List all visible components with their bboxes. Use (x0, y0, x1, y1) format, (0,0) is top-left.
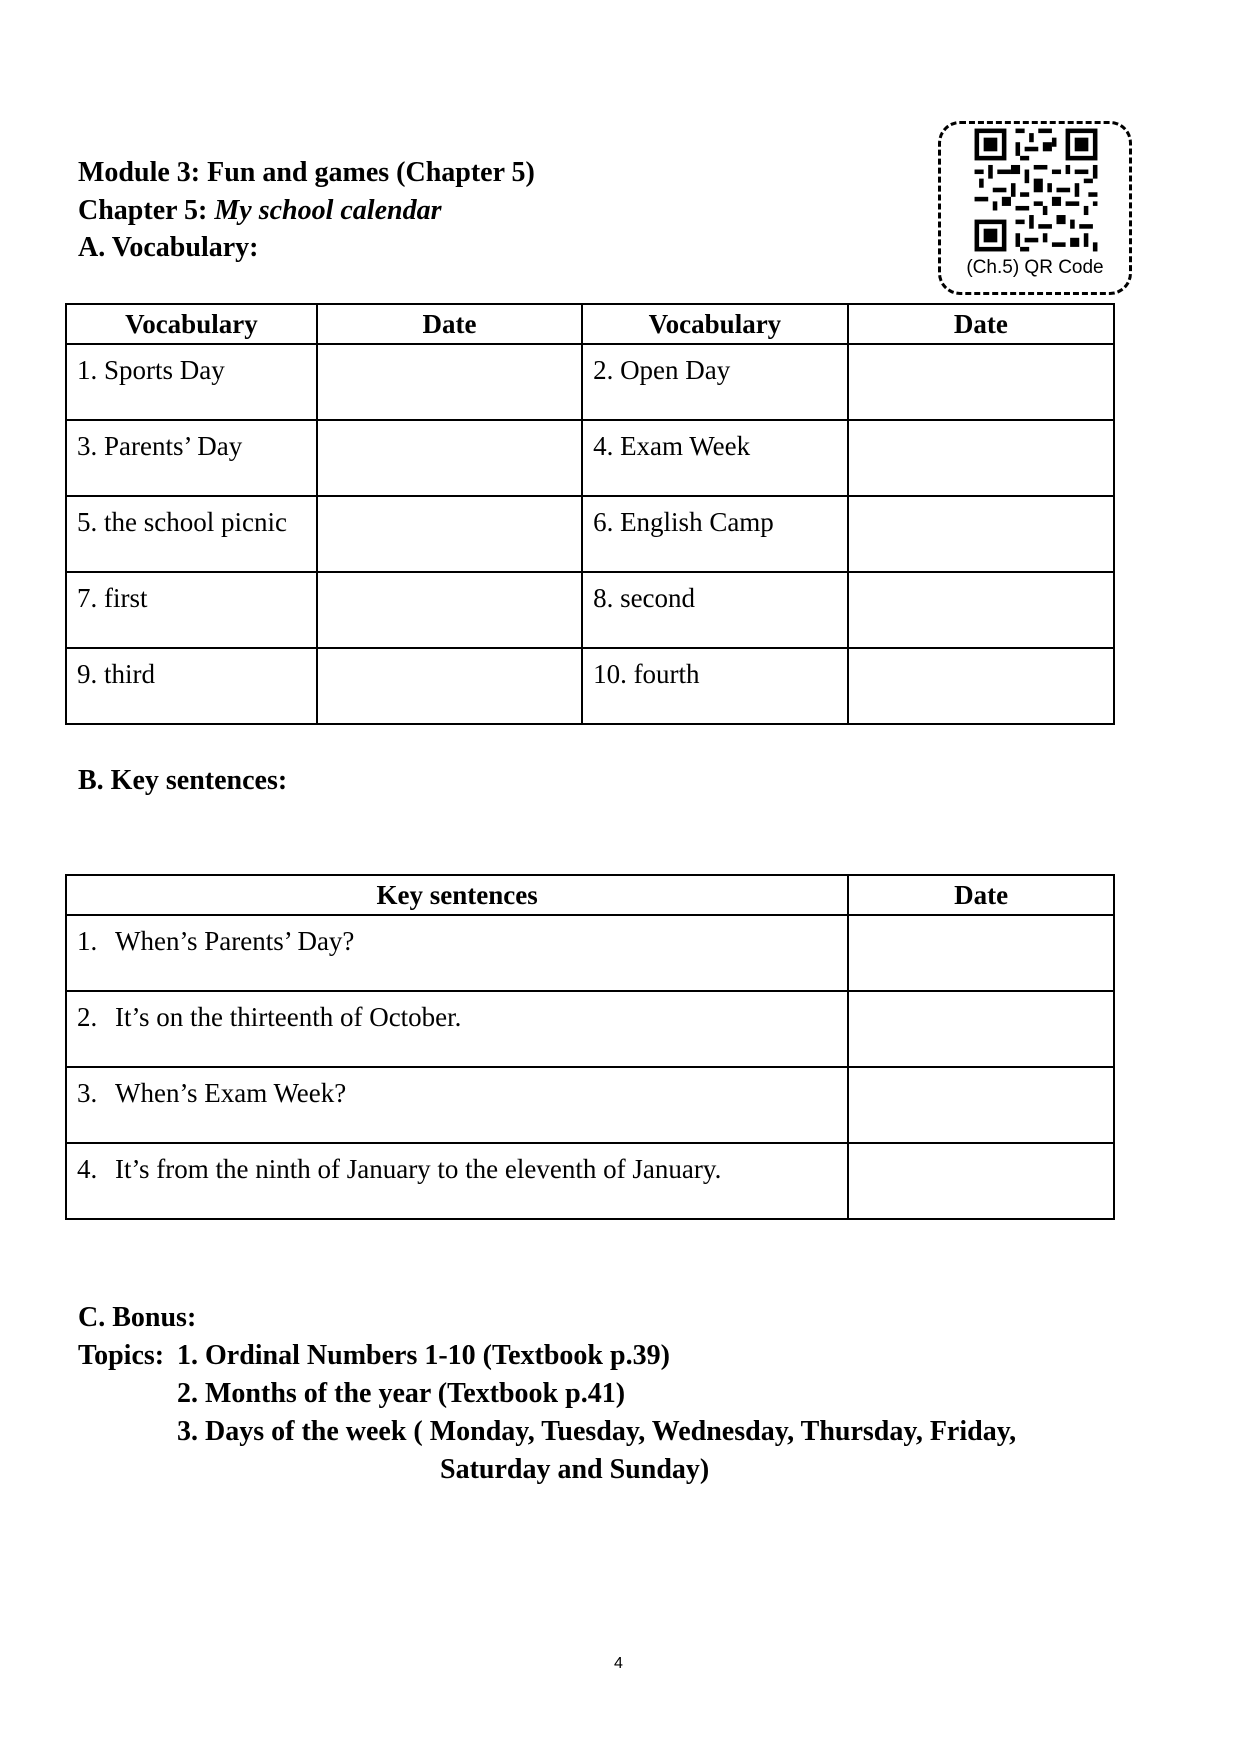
bonus-topic-3: 3. Days of the week ( Monday, Tuesday, Wednesday, Thursday, Friday, (177, 1416, 1017, 1447)
date-cell (317, 420, 582, 496)
chapter-title (78, 192, 441, 230)
sentence-cell (66, 1143, 848, 1219)
vocab-cell (66, 496, 317, 572)
sentence-text: It’s from the ninth of January to the eleventh of January. (115, 1154, 722, 1184)
table-row (66, 496, 1114, 572)
vocab-word: 3. Parents’ Day (77, 431, 243, 461)
sentence-text: When’s Parents’ Day? (115, 926, 355, 956)
bonus-topic-1: 1. Ordinal Numbers 1-10 (Textbook p.39) (177, 1340, 670, 1371)
vocab-word: 8. second (593, 583, 696, 613)
sentence-text: It’s on the thirteenth of October. (115, 1002, 462, 1032)
date-cell (317, 648, 582, 724)
vocabulary-table (65, 303, 1115, 725)
sentence-cell (66, 991, 848, 1067)
vocab-cell (582, 420, 848, 496)
date-value (318, 649, 581, 659)
date-cell (848, 496, 1114, 572)
module-title: Module 3: Fun and games (Chapter 5) (78, 157, 535, 188)
page-number: 4 (614, 1655, 623, 1672)
vocab-word: 6. English Camp (593, 507, 774, 537)
column-header: Date (317, 304, 582, 344)
chapter-name: My school calendar (214, 195, 442, 226)
qr-code-icon (970, 124, 1102, 256)
date-value (849, 649, 1113, 659)
date-cell (848, 344, 1114, 420)
sentence-number: 3. (77, 1078, 98, 1108)
date-cell (317, 496, 582, 572)
vocab-cell (582, 496, 848, 572)
sentence-number: 4. (77, 1154, 98, 1184)
vocab-cell (66, 344, 317, 420)
vocab-word: 1. Sports Day (77, 355, 225, 385)
vocab-cell (582, 344, 848, 420)
date-value (318, 497, 581, 507)
sentence-text: When’s Exam Week? (115, 1078, 347, 1108)
bonus-topic-3-continuation: Saturday and Sunday) (440, 1454, 710, 1485)
date-value (318, 573, 581, 583)
date-value (849, 421, 1113, 431)
table-row (66, 1143, 1114, 1219)
table-header-row (66, 304, 1114, 344)
vocab-word: 5. the school picnic (77, 507, 287, 537)
column-header: Date (848, 875, 1114, 915)
vocab-cell (582, 572, 848, 648)
table-row (66, 344, 1114, 420)
topics-label: Topics: (78, 1340, 165, 1371)
date-cell (848, 991, 1114, 1067)
vocab-cell (66, 572, 317, 648)
table-row (66, 420, 1114, 496)
vocab-word: 10. fourth (593, 659, 700, 689)
table-row (66, 1067, 1114, 1143)
column-header: Date (848, 304, 1114, 344)
date-cell (848, 648, 1114, 724)
section-b-title: B. Key sentences: (78, 765, 288, 796)
date-cell (848, 572, 1114, 648)
vocab-word: 4. Exam Week (593, 431, 751, 461)
vocab-word: 7. first (77, 583, 148, 613)
vocab-cell (66, 420, 317, 496)
column-header: Vocabulary (66, 304, 317, 344)
table-row (66, 648, 1114, 724)
vocab-cell (582, 648, 848, 724)
column-header: Key sentences (66, 875, 848, 915)
section-c-title: C. Bonus: (78, 1302, 197, 1333)
date-value (849, 497, 1113, 507)
date-cell (848, 420, 1114, 496)
table-header-row (66, 875, 1114, 915)
qr-code-label: (Ch.5) QR Code (966, 257, 1104, 278)
bonus-topic-2: 2. Months of the year (Textbook p.41) (177, 1378, 626, 1409)
date-value (849, 345, 1113, 355)
table-row (66, 915, 1114, 991)
table-row (66, 572, 1114, 648)
date-cell (317, 344, 582, 420)
date-value (318, 345, 581, 355)
vocab-word: 9. third (77, 659, 155, 689)
qr-code-box (938, 121, 1132, 295)
date-cell (848, 1143, 1114, 1219)
sentence-cell (66, 1067, 848, 1143)
chapter-label: Chapter 5: (78, 195, 208, 226)
sentence-number: 2. (77, 1002, 98, 1032)
sentence-number: 1. (77, 926, 98, 956)
date-cell (317, 572, 582, 648)
column-header: Vocabulary (582, 304, 848, 344)
sentence-cell (66, 915, 848, 991)
vocab-word: 2. Open Day (593, 355, 731, 385)
vocab-cell (66, 648, 317, 724)
date-value (318, 421, 581, 431)
key-sentences-table (65, 874, 1115, 1220)
date-value (849, 573, 1113, 583)
date-cell (848, 915, 1114, 991)
section-a-title: A. Vocabulary: (78, 232, 259, 263)
table-row (66, 991, 1114, 1067)
date-cell (848, 1067, 1114, 1143)
